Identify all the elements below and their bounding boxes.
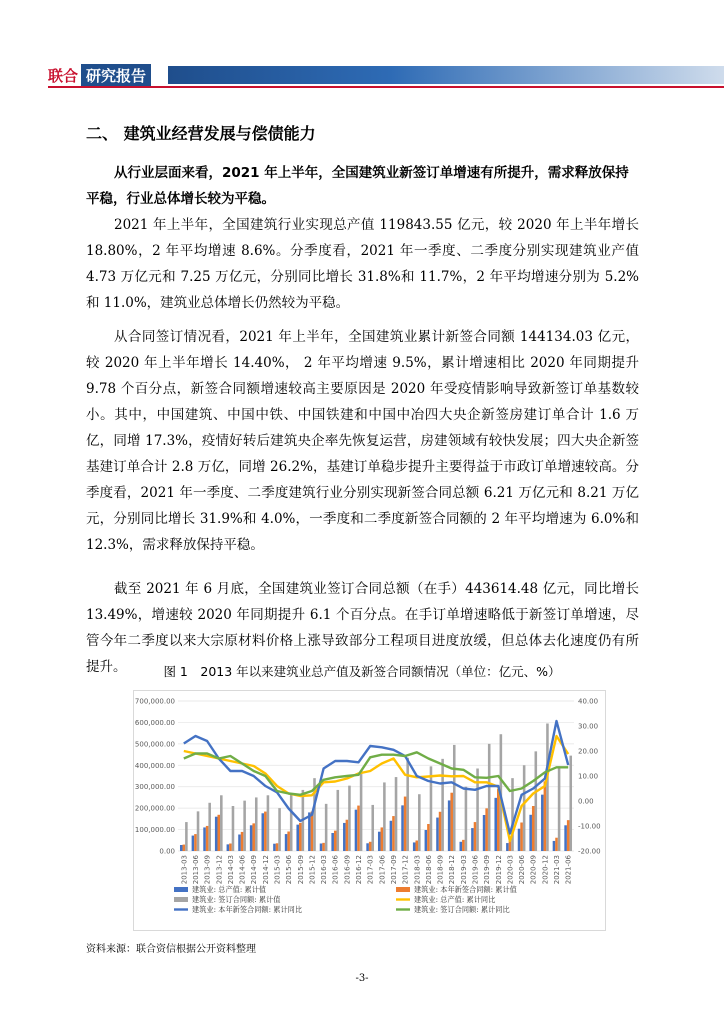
bar: [553, 841, 556, 851]
bar: [518, 829, 521, 851]
bar: [192, 836, 195, 851]
bar: [427, 824, 430, 851]
bar: [197, 811, 200, 851]
bar: [406, 758, 409, 851]
bar: [180, 845, 183, 851]
series-line: [184, 752, 568, 795]
bar: [541, 795, 544, 851]
bar: [320, 844, 323, 852]
brand-logo: [48, 64, 151, 86]
bar: [494, 798, 497, 851]
section-title: 二、 建筑业经营发展与偿债能力: [86, 124, 316, 143]
bar: [287, 832, 290, 852]
bar: [425, 830, 428, 851]
bar: [413, 842, 416, 851]
x-tick-label: 2016-03: [320, 855, 329, 885]
bar: [232, 806, 235, 851]
bar: [404, 797, 407, 851]
x-tick-label: 2017-09: [389, 855, 398, 885]
bar: [383, 782, 386, 851]
x-tick-label: 2019-09: [483, 855, 492, 885]
x-tick-label: 2013-09: [203, 855, 212, 885]
bar: [564, 825, 567, 851]
bar: [285, 834, 288, 851]
bar: [453, 745, 456, 851]
bar: [436, 818, 439, 851]
bar: [308, 812, 311, 851]
bar: [418, 794, 421, 851]
bar: [390, 821, 393, 851]
bar: [474, 822, 477, 851]
legend-label: 建筑业: 总产值: 累计值: [192, 885, 267, 894]
brand-report-label: 研究报告: [81, 64, 151, 87]
legend-swatch: [174, 887, 188, 892]
series-line: [184, 721, 568, 834]
bar: [299, 823, 302, 851]
report-header: [0, 64, 724, 86]
bar: [343, 823, 346, 851]
bar: [535, 751, 538, 851]
x-tick-label: 2016-12: [355, 855, 364, 885]
paragraph-backlog: 截至 2021 年 6 月底，全国建筑业签订合同总额（在手）443614.48 亿元，同比增长 13.49%，增速较 2020 年同期提升 6.1 个百分点。在手订单增速略低于新签订单增速，尽管今年二季度以来大宗原材料价格上涨导致部分工程项目进度放缓，但总体去化速度仍有所提升。: [86, 581, 639, 675]
bar: [185, 822, 188, 851]
bar: [334, 831, 337, 851]
bar: [529, 815, 532, 851]
bar: [243, 801, 246, 851]
x-tick-label: 2020-09: [529, 855, 538, 885]
y-left-tick-label: 100,000.00: [134, 826, 175, 835]
bar: [267, 795, 270, 851]
bar: [520, 823, 523, 852]
x-tick-label: 2020-12: [541, 855, 550, 885]
x-tick-label: 2016-09: [343, 855, 352, 885]
bar: [378, 832, 381, 851]
x-tick-label: 2020-03: [506, 855, 515, 885]
bar: [273, 844, 276, 851]
x-tick-label: 2019-12: [494, 855, 503, 885]
bar: [255, 797, 258, 851]
bar: [488, 744, 491, 851]
bar: [250, 825, 253, 851]
y-right-tick-label: -10.00: [578, 822, 601, 831]
bar: [346, 820, 349, 851]
bar: [337, 790, 340, 851]
y-left-tick-label: 300,000.00: [134, 783, 175, 792]
x-tick-label: 2017-03: [366, 855, 375, 885]
bar: [371, 805, 374, 851]
bar: [460, 842, 463, 851]
bar: [278, 808, 281, 851]
bar: [485, 808, 488, 851]
bar: [395, 777, 398, 851]
x-tick-label: 2014-06: [238, 855, 247, 885]
bar: [311, 812, 314, 851]
x-tick-label: 2020-06: [518, 855, 527, 885]
bar: [369, 842, 372, 851]
bar: [276, 843, 279, 851]
brand-name: 联合: [48, 66, 79, 85]
series-line: [184, 736, 568, 841]
bar: [430, 766, 433, 851]
x-tick-label: 2013-03: [180, 855, 189, 885]
x-tick-label: 2017-06: [378, 855, 387, 885]
bar: [569, 756, 572, 851]
x-tick-label: 2016-06: [331, 855, 340, 885]
x-tick-label: 2021-06: [564, 855, 573, 885]
bar: [348, 786, 351, 851]
x-tick-label: 2015-06: [285, 855, 294, 885]
bar: [229, 844, 232, 852]
x-tick-label: 2015-12: [308, 855, 317, 885]
bar: [392, 816, 395, 851]
bar: [471, 828, 474, 851]
x-tick-label: 2015-09: [296, 855, 305, 885]
bar: [360, 771, 363, 851]
bar: [366, 843, 369, 851]
bar: [183, 845, 186, 851]
bar: [220, 795, 223, 851]
x-tick-label: 2018-06: [424, 855, 433, 885]
bar: [523, 765, 526, 851]
x-tick-label: 2014-12: [261, 855, 270, 885]
y-left-tick-label: 500,000.00: [134, 740, 175, 749]
bar: [381, 827, 384, 851]
y-left-tick-label: 0.00: [159, 847, 175, 856]
bar: [217, 815, 220, 851]
header-bar: [168, 66, 724, 84]
page-number: -3-: [355, 973, 369, 984]
bar: [355, 810, 358, 851]
y-left-tick-label: 700,000.00: [134, 697, 175, 706]
bar: [555, 838, 558, 851]
bar: [264, 812, 267, 851]
x-tick-label: 2014-09: [250, 855, 259, 885]
chart-frame: [133, 690, 606, 931]
y-left-tick-label: 400,000.00: [134, 761, 175, 770]
y-left-tick-label: 600,000.00: [134, 718, 175, 727]
bar: [194, 834, 197, 851]
bar: [206, 826, 209, 851]
y-right-tick-label: -20.00: [578, 847, 601, 856]
bar: [506, 843, 509, 851]
bar: [546, 724, 549, 852]
bar: [558, 766, 561, 851]
bar: [448, 800, 451, 851]
x-tick-label: 2013-12: [215, 855, 224, 885]
bar: [296, 825, 299, 851]
y-right-tick-label: 0.00: [578, 797, 594, 806]
bar: [532, 806, 535, 851]
bar: [439, 812, 442, 851]
bar: [450, 793, 453, 851]
y-right-tick-label: 20.00: [578, 747, 599, 756]
x-tick-label: 2014-03: [226, 855, 235, 885]
bar: [241, 832, 244, 851]
source-note: 资料来源：联合资信根据公开资料整理: [86, 944, 256, 955]
bar: [331, 833, 334, 851]
header-divider: [48, 86, 724, 88]
legend-swatch: [396, 887, 410, 892]
bar: [544, 781, 547, 851]
legend-label: 建筑业: 本年新签合同额: 累计值: [414, 885, 517, 894]
bar: [441, 759, 444, 851]
bar: [290, 794, 293, 851]
x-tick-label: 2019-03: [459, 855, 468, 885]
y-right-tick-label: 30.00: [578, 722, 599, 731]
bar: [567, 820, 570, 851]
bar: [262, 813, 265, 851]
bar: [238, 835, 241, 852]
paragraph-contracts: 从合同签订情况看，2021 年上半年，全国建筑业累计新签合同额 144134.03 亿元，较 2020 年上半年增长 14.40%， 2 年平均增速 9.5%，累计增速相比 2020 年同期提升 9.78 个百分点，新签合同额增速较高主要原因是 2020 年受疫情影响导致新签订单基数较小。其中，中国建筑、中国中铁、中国铁建和中国中冶四大央企新签房建订单合计 1.6 万亿，同增 17.3%，疫情好转后建筑央企率先恢复运营，房建领域有较快发展；四大央企新签基建订单合计 2.8 万亿，同增 26.2%，基建订单稳步提升主要得益于市政订单增速较高。分季度看，2021 年一季度、二季度建筑行业分别实现新签合同总额 6.21 万亿元和 8.21 万亿元，分别同比增长 31.9%和 4.0%，一季度和二季度新签合同额的 2 年平均增速为 6.0%和 12.3%，需求释放保持平稳。: [86, 329, 639, 553]
y-right-tick-label: 10.00: [578, 772, 599, 781]
bar: [465, 787, 468, 851]
bar: [215, 817, 218, 851]
legend-swatch: [174, 897, 188, 902]
lead-paragraph: 从行业层面来看，2021 年上半年，全国建筑业新签订单增速有所提升，需求释放保持平稳，行业总体增长较为平稳。: [86, 165, 629, 207]
bar: [401, 805, 404, 851]
legend-label: 建筑业: 总产值: 累计同比: [414, 895, 496, 904]
y-right-tick-label: 40.00: [578, 697, 599, 706]
bar: [497, 789, 500, 851]
bar: [322, 843, 325, 851]
bar: [203, 827, 206, 851]
x-tick-label: 2018-03: [413, 855, 422, 885]
bar: [483, 815, 486, 851]
x-tick-label: 2015-03: [273, 855, 282, 885]
x-tick-label: 2019-06: [471, 855, 480, 885]
legend-label: 建筑业: 签订合同额: 累计同比: [414, 905, 510, 914]
x-tick-label: 2017-12: [401, 855, 410, 885]
bar: [325, 804, 328, 851]
legend-label: 建筑业: 本年新签合同额: 累计同比: [192, 905, 303, 914]
bar: [252, 823, 255, 851]
paragraph-output: 2021 年上半年，全国建筑行业实现总产值 119843.55 亿元，较 2020 年上半年增长 18.80%，2 年平均增速 8.6%。分季度看，2021 年一季度、二季度分别实现建筑业产值 4.73 万亿元和 7.25 万亿元，分别同比增长 31.8%和 11.7%，2 年平均增速分别为 5.2%和 11.0%，建筑业总体增长仍然较为平稳。: [86, 217, 639, 311]
bar: [357, 806, 360, 851]
x-tick-label: 2021-03: [553, 855, 562, 885]
x-tick-label: 2013-06: [191, 855, 200, 885]
x-tick-label: 2018-12: [448, 855, 457, 885]
bar: [208, 803, 211, 851]
x-tick-label: 2018-09: [436, 855, 445, 885]
bar: [509, 841, 512, 851]
y-left-tick-label: 200,000.00: [134, 804, 175, 813]
bar: [476, 769, 479, 852]
figure-caption: 图 1 2013 年以来建筑业总产值及新签合同额情况（单位：亿元、%）: [163, 664, 561, 679]
bar: [415, 841, 418, 852]
chart-svg: [134, 691, 605, 930]
legend-label: 建筑业: 签订合同额: 累计值: [192, 895, 281, 904]
bar: [227, 844, 230, 851]
bar: [462, 840, 465, 851]
